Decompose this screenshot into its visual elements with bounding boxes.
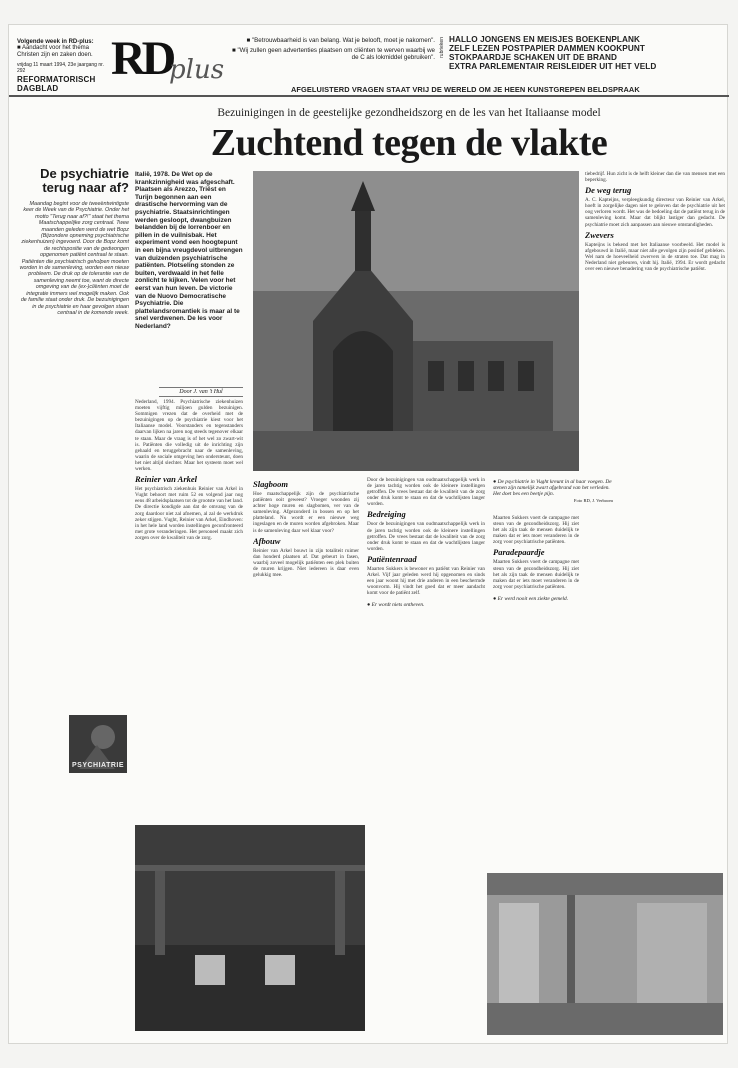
body-paragraph: Door de bezuinigingen van oudmaatschappelijk werk in de jaren tachtig worden ook de kleinere instellingen getroffen. De vrees bestaat dat de kwaliteit van de zorg onder druk komt te staan en dat de wachtlijsten langer worden. — [367, 521, 485, 552]
promo-item: ■ Aandacht voor het thema — [17, 45, 90, 51]
main-photo-caption: ● De psychiatrie in Vught kreunt in al haar voegen. De stenen zijn tamelijk zwart afgebrand van het verleden. Het doet bes een beetje pijn. Foto RD, J. Verboom — [493, 479, 613, 503]
next-week-label: Volgende week in RD-plus: — [17, 39, 94, 45]
article-byline: Door J. van 't Hul — [159, 387, 243, 397]
psychiatrie-label: PSYCHIATRIE — [72, 762, 125, 769]
interior-photo-illustration — [135, 825, 365, 1031]
caption-bottom-left: ● Er werd nooit een ziekte gemeld. — [493, 595, 569, 602]
masthead-promo — [17, 39, 113, 93]
body-paragraph: Maarten Sukkers voert de campagne met steun van de gezondheidszorg. Hij ziet het als zijn taak de mensen duidelijk te maken dat er iets moet veranderen in de zorg voor psychiatrische patiënten. — [493, 559, 579, 590]
caption-bottom-mid: ● Er wordt niets ontheven. — [367, 602, 425, 609]
photo-interior-radiators — [135, 825, 365, 1031]
subhead: Patiëntenraad — [367, 553, 417, 564]
photo-interior-hall — [487, 873, 723, 1035]
body-paragraph: Maarten Sukkers voert de campagne met steun van de gezondheidszorg. Hij ziet het als zijn taak de mensen duidelijk te maken dat er iets moet veranderen in de zorg voor psychiatrische patiënten. — [493, 515, 579, 546]
photo-credit: Foto RD, J. Verboom — [573, 497, 613, 503]
rd-plus-logo — [111, 32, 225, 91]
body-paragraph: Het psychiatrisch ziekenhuis Reinier van Arkel in Vught behoort met ruim 52 en volgend jaar nog eens 48 arbeidsplaatsen tot de grootste van het land. De directie kondigde aan dat de omvang van de zorg daardoor niet zal afnemen, al zal de werkdruk zeker stijgen. Vught, Reinier van Arkel, Eindhoven: in het hele land worden instellingen geconfronteerd met grote veranderingen. Het personeel maakt zich zorgen over de kwaliteit van de zorg. — [135, 486, 243, 541]
body-paragraph: Kapteijns is bekend met het Italiaanse voorbeeld. Het model is afgebouwd in Italië, maar niet alle gevolgen zijn positief gebleken. Wel nam de hoeveelheid zwervers in de straten toe. Dat mag in Nederland niet gebeuren, vindt hij. Italië, 1994. Er wordt gedacht over een nieuwe benadering van de psychiatrische patiënt. — [585, 241, 725, 273]
hall-photo-illustration — [487, 873, 723, 1035]
body-paragraph: tiebedrijf. Hun zicht is de helft kleiner dan die van mensen met een beperking. — [585, 171, 725, 184]
main-photo-church — [253, 171, 579, 471]
subhead: Bedreiging — [367, 509, 406, 520]
body-paragraph: Hoe maatschappelijk zijn de psychiatrische patiënten ooit geweest? Vroeger woonden zij achter hoge muren en slagbomen, ver van de samenleving. Afgezonderd in bossen en op het platteland. Nu wordt er een nieuwe weg ingeslagen en de muren worden afgebroken. Maar is de samenleving daar wel klaar voor? — [253, 491, 359, 534]
logo-plus: plus — [169, 55, 225, 85]
body-paragraph: Nederland, 1994. Psychiatrische ziekenhuizen moeten vijftig miljoen gulden bezuinigen. Sommigen vrezen dat de overheid met de bezuinigingen op de psychiatrie kiest voor het Italiaanse model. Voorstanders en tegenstanders daarvan lijken na jaren nog steeds tegenover elkaar te staan. Maar de vraag is of het wel zo zwart-wit is. Patiënten die volledig uit de inrichting zijn gehaald en teruggebracht naar de samenleving, waarin de sociale omgeving hen ondersteunt, doen het niet altijd slechter. Maar het systeem moet wel werken. — [135, 399, 243, 473]
section-strip: AFGELUISTERD VRAGEN STAAT VRIJ DE WERELD OM JE HEEN KUNSTGREPEN BELDSPRAAK — [291, 85, 640, 94]
sidebar — [19, 167, 129, 316]
section-index — [439, 35, 724, 71]
paper-name: REFORMATORISCH DAGBLAD — [17, 75, 96, 93]
subhead: Paradepaardje — [493, 547, 545, 558]
body-paragraph: Door de bezuinigingen van oudmaatschappelijk werk in de jaren tachtig worden ook de kleinere instellingen getroffen. De vrees bestaat dat de kwaliteit van de zorg onder druk komt te staan en dat de wachtlijsten langer worden. — [367, 477, 485, 508]
masthead-quotes — [225, 37, 435, 64]
issue-date: vrijdag 11 maart 1994, 23e jaargang nr. 292 — [17, 62, 104, 74]
body-paragraph: Maarten Sukkers is bewoner en patiënt van Reinier van Arkel. Vijf jaar geleden werd hij opgenomen en sinds een jaar woont hij met drie anderen in een beschermde woonvorm. Hij vindt het goed dat er meer aandacht komt voor de patiënt zelf. — [367, 565, 485, 597]
logo-rd: RD — [111, 32, 173, 85]
article-headline: Zuchtend tegen de vlakte — [210, 122, 608, 164]
body-paragraph: Reinier van Arkel bouwt in zijn totaliteit ruimer dan honderd plaatsen af. Dat gebeurt in fasen, waarbij zoveel mogelijk patiënten een plek buiten de muren krijgen. Niet iedereen is daar even gelukkig mee. — [253, 547, 359, 579]
subhead: Slagboom — [253, 479, 288, 489]
section-row: STOKPAARDJE SCHAKEN UIT DE BRAND — [449, 53, 618, 62]
subhead: Afbouw — [253, 535, 281, 546]
article-kicker: Bezuinigingen in de geestelijke gezondheidszorg en de les van het Italiaanse model — [217, 107, 601, 119]
sidebar-title: De psychiatrie terug naar af? — [40, 166, 129, 195]
body-paragraph: A. C. Kapteijns, verpleegkundig directeur van Reinier van Arkel, hoeft in zorgelijke dagen niet te geloven dat de psychiatrie uit het oog verloren wordt. Het was de bedoeling dat de patiënt terug in de samenleving komt. Maar dat blijkt lastiger dan gedacht. De psychiatrie moet zich aanpassen aan nieuwe omstandigheden. — [585, 197, 725, 228]
section-row: HALLO JONGENS EN MEISJES BOEKENPLANK — [449, 35, 641, 44]
rubrieken-label: rubrieken — [439, 37, 445, 58]
subhead: Reinier van Arkel — [135, 474, 198, 485]
church-photo-illustration — [253, 171, 579, 471]
psychiatrie-logo-box — [69, 715, 127, 773]
quote-1: ■ "Betrouwbaarheid is van belang. Wat je belooft, moet je nakomen". — [246, 37, 435, 44]
section-row: EXTRA PARLEMENTAIR REISLEIDER UIT HET VELD — [449, 62, 657, 71]
body-column-4 — [493, 515, 579, 865]
subhead: De weg terug — [585, 185, 632, 196]
sidebar-body: Maandag begint voor de tweeëntwintigste keer de Week van de Psychiatrie. Onder het motto "Terug naar af?!" staat het thema Maatschappelijke zorg centraal. Twee maanden geleden werd de wet Bopz (Bijzondere opneming psychiatrische ziekenhuizen) ingevoerd. Door de Bopz komt de rechtspositie van de gedwongen opgenomen patiënt centraal te staan. Patiënten die psychiatrisch geholpen moeten worden in de samenleving, worden een nieuw probleem. De druk op de tolerantie van de samenleving neemt toe, want de directe omgeving van de (ex-)cliënten moet de integratie immers wel mogelijk maken. Ook de familie staat onder druk. De bezuinigingen in de psychiatrie en haar gevolgen staan centraal in de komende week. — [19, 201, 129, 316]
body-column-1 — [135, 399, 243, 819]
body-column-right — [585, 171, 725, 871]
body-column-2 — [253, 477, 359, 823]
body-column-3 — [367, 477, 485, 1033]
masthead — [9, 25, 729, 97]
promo-item: Christen zijn en zaken doen. — [17, 52, 93, 58]
subhead: Zwevers — [585, 229, 614, 240]
article-intro: Italië, 1978. De Wet op de krankzinnigheid was afgeschaft. Plaatsen als Arezzo, Triëst en Turijn begonnen aan een drastische hervorming van de psychiatrie. Staatsinrichtingen werden gesloopt, dwangbuizen belandden bij de lorrenboer en pillen in de vuilnisbak. Het experiment vond een hoogtepunt in een bijna vreugdevol uitbrengen van duizenden psychiatrische patiënten. Plotseling stonden ze buiten, verdwaald in het felle zonlicht te kijken. Velen voor het eerst van hun leven. De victorie van de Nuovo Democratische Psychiatrie. Die plattelandsromantiek is maar al te snel verdwenen. De les voor Nederland? — [135, 171, 243, 330]
section-row: ZELF LEZEN POSTPAPIER DAMMEN KOOKPUNT — [449, 44, 645, 53]
quote-2: ■ "Wij zullen geen advertenties plaatsen om cliënten te werven waarbij we de C als lokmiddel gebruiken". — [231, 46, 435, 61]
newspaper-page — [8, 24, 728, 1044]
